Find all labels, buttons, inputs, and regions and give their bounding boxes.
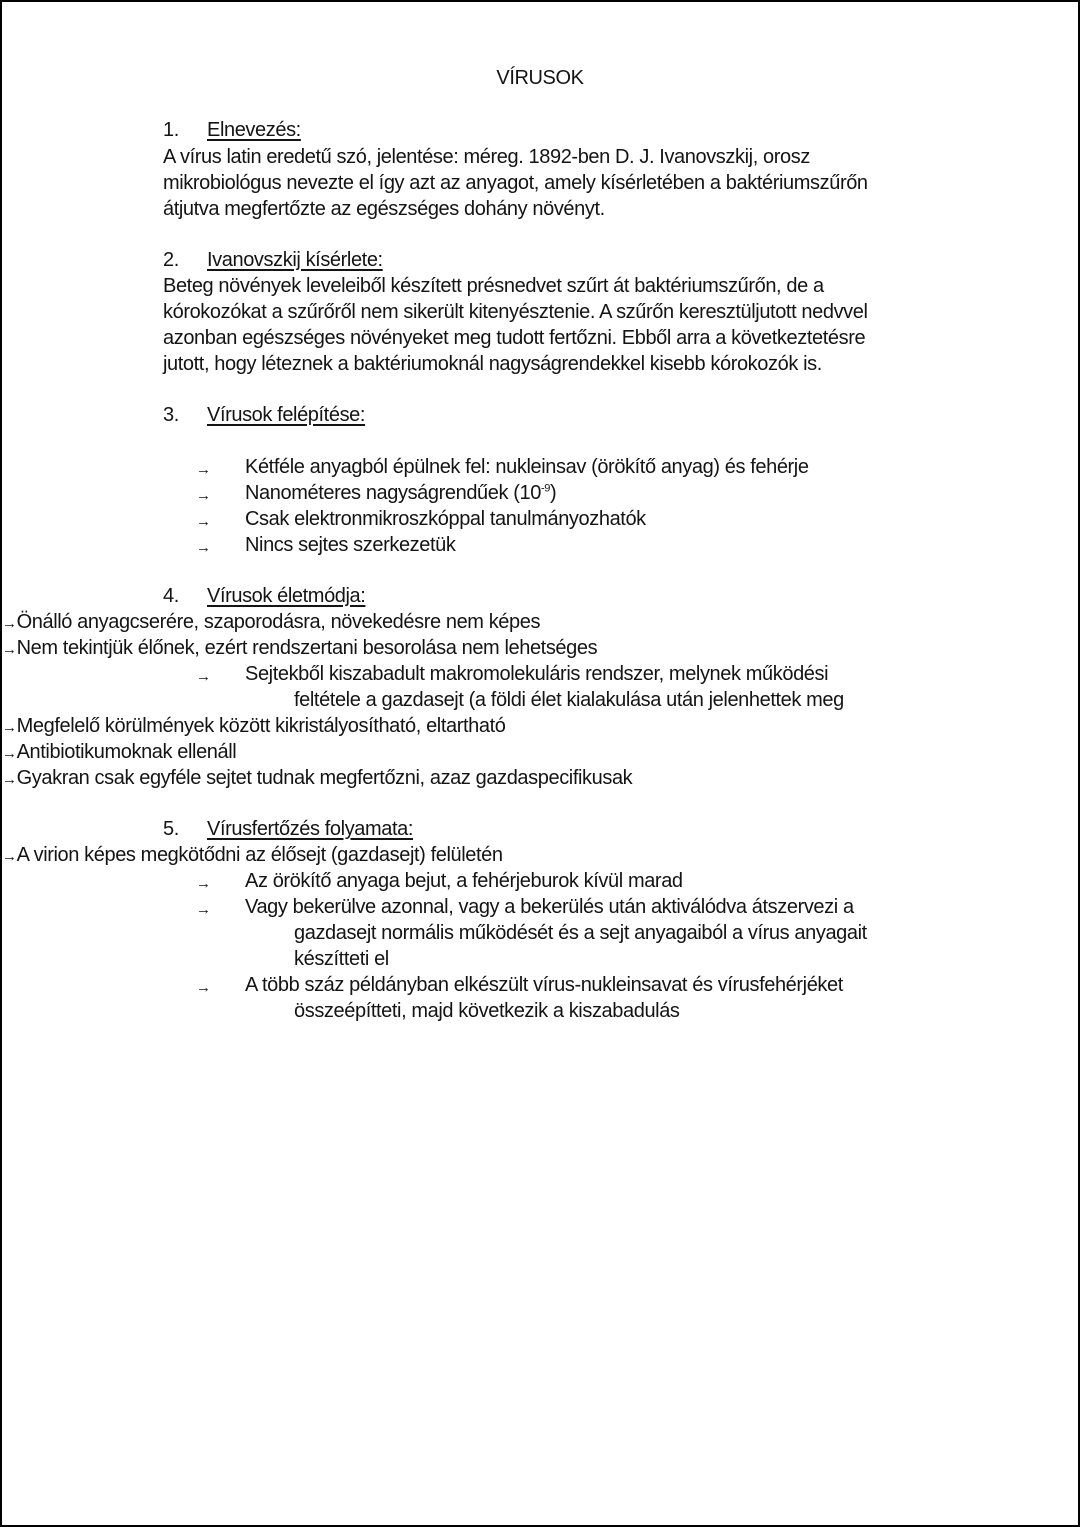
bullet-continuation: készítteti el	[294, 948, 389, 970]
section-number: 5.	[163, 818, 179, 840]
paragraph-line: átjutva megfertőzte az egészséges dohány növényt.	[163, 198, 605, 220]
bullet-text: Gyakran csak egyféle sejtet tudnak megfertőzni, azaz gazdaspecifikusak	[16, 767, 633, 789]
bullet-item	[2, 636, 597, 662]
arrow-icon: →	[196, 875, 211, 892]
bullet-item: A több száz példányban elkészült vírus-nukleinsavat és vírusfehérjéket	[245, 974, 843, 996]
bullet-text: Nanométeres nagyságrendűek (10	[245, 482, 541, 504]
document-title: VÍRUSOK	[496, 67, 584, 89]
section-heading: Ivanovszkij kísérlete:	[207, 249, 383, 271]
section-heading: Elnevezés:	[207, 119, 301, 141]
bullet-continuation: feltétele a gazdasejt (a földi élet kialakulása után jelenhettek meg	[294, 689, 844, 711]
arrow-icon: →	[2, 615, 17, 632]
bullet-text: A virion képes megkötődni az élősejt (gazdasejt) felületén	[16, 844, 503, 866]
arrow-icon: →	[196, 461, 211, 478]
arrow-icon: →	[2, 745, 17, 762]
exponent: -9	[540, 482, 550, 495]
arrow-icon: →	[2, 641, 17, 658]
bullet-text: Antibiotikumoknak ellenáll	[16, 741, 237, 763]
arrow-icon: →	[196, 539, 211, 556]
bullet-item	[245, 481, 556, 505]
bullet-item	[2, 843, 503, 869]
bullet-text: Megfelelő körülmények között kikristályosítható, eltartható	[16, 715, 506, 737]
bullet-item: Az örökítő anyaga bejut, a fehérjeburok kívül marad	[245, 870, 683, 892]
bullet-item	[2, 610, 540, 636]
bullet-item: Nincs sejtes szerkezetük	[245, 534, 456, 556]
arrow-icon: →	[196, 487, 211, 504]
paragraph-line: kórokozókat a szűrőről nem sikerült kitenyésztenie. A szűrőn keresztüljutott nedvvel	[163, 301, 868, 323]
bullet-text: )	[549, 482, 557, 504]
bullet-item: Vagy bekerülve azonnal, vagy a bekerülés után aktiválódva átszervezi a	[245, 896, 854, 918]
bullet-item	[2, 714, 505, 740]
section-number: 3.	[163, 404, 179, 426]
arrow-icon: →	[2, 848, 17, 865]
bullet-continuation: gazdasejt normális működését és a sejt anyagaiból a vírus anyagait	[294, 922, 867, 944]
paragraph-line: mikrobiológus nevezte el így azt az anyagot, amely kísérletében a baktériumszűrőn	[163, 172, 868, 194]
bullet-item	[2, 740, 236, 766]
bullet-item: Sejtekből kiszabadult makromolekuláris rendszer, melynek működési	[245, 663, 829, 685]
bullet-text: Önálló anyagcserére, szaporodásra, növekedésre nem képes	[16, 611, 541, 633]
arrow-icon: →	[196, 513, 211, 530]
paragraph-line: A vírus latin eredetű szó, jelentése: méreg. 1892-ben D. J. Ivanovszkij, orosz	[163, 146, 810, 168]
section-number: 4.	[163, 585, 179, 607]
arrow-icon: →	[2, 719, 17, 736]
paragraph-line: Beteg növények leveleiből készített présnedvet szűrt át baktériumszűrőn, de a	[163, 275, 824, 297]
arrow-icon: →	[196, 901, 211, 918]
section-number: 2.	[163, 249, 179, 271]
bullet-item: Csak elektronmikroszkóppal tanulmányozhatók	[245, 508, 646, 530]
paragraph-line: azonban egészséges növényeket meg tudott fertőzni. Ebből arra a következtetésre	[163, 327, 866, 349]
arrow-icon: →	[2, 771, 17, 788]
section-number: 1.	[163, 119, 179, 141]
arrow-icon: →	[196, 668, 211, 685]
bullet-text: Nem tekintjük élőnek, ezért rendszertani besorolása nem lehetséges	[16, 637, 598, 659]
section-heading: Vírusfertőzés folyamata:	[207, 818, 414, 840]
bullet-continuation: összeépítteti, majd következik a kiszabadulás	[294, 1000, 680, 1022]
section-heading: Vírusok felépítése:	[207, 404, 366, 426]
arrow-icon: →	[196, 979, 211, 996]
bullet-item: Kétféle anyagból épülnek fel: nukleinsav (örökítő anyag) és fehérje	[245, 456, 809, 478]
bullet-item	[2, 766, 632, 792]
paragraph-line: jutott, hogy léteznek a baktériumoknál nagyságrendekkel kisebb kórokozók is.	[163, 353, 822, 375]
section-heading: Vírusok életmódja:	[207, 585, 366, 607]
